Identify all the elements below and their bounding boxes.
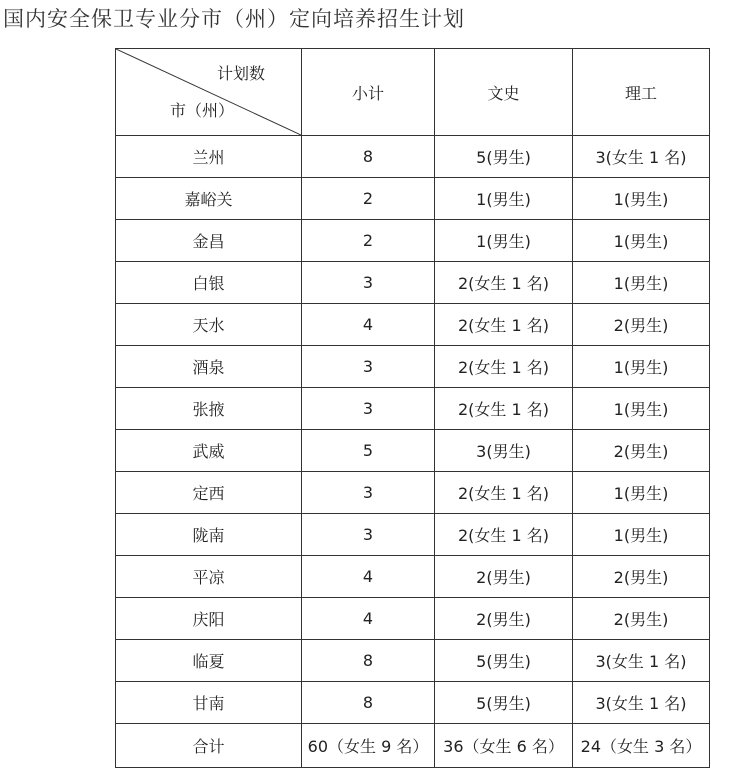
city-header: 市（州）	[170, 101, 235, 120]
arts-cell: 3(男生)	[435, 430, 573, 472]
city-cell: 酒泉	[116, 346, 302, 388]
subtotal-cell: 2	[302, 220, 435, 262]
arts-cell: 5(男生)	[435, 136, 573, 178]
table-row	[116, 514, 710, 556]
science-cell: 1(男生)	[573, 388, 710, 430]
subtotal-cell: 4	[302, 598, 435, 640]
city-cell: 张掖	[116, 388, 302, 430]
table-row	[116, 136, 710, 178]
subtotal-cell: 3	[302, 262, 435, 304]
science-cell: 2(男生)	[573, 304, 710, 346]
city-cell: 临夏	[116, 640, 302, 682]
subtotal-cell: 4	[302, 304, 435, 346]
city-cell: 白银	[116, 262, 302, 304]
table-row	[116, 388, 710, 430]
enrollment-plan-table	[115, 48, 710, 768]
arts-cell: 1(男生)	[435, 220, 573, 262]
science-cell: 3(女生 1 名)	[573, 136, 710, 178]
table-header-row	[116, 49, 710, 136]
arts-cell: 2(女生 1 名)	[435, 472, 573, 514]
arts-cell: 2(女生 1 名)	[435, 388, 573, 430]
table-row	[116, 556, 710, 598]
city-cell: 陇南	[116, 514, 302, 556]
science-cell: 3(女生 1 名)	[573, 640, 710, 682]
arts-cell: 1(男生)	[435, 178, 573, 220]
subtotal-cell: 3	[302, 346, 435, 388]
city-cell: 平凉	[116, 556, 302, 598]
diagonal-divider	[116, 49, 301, 135]
city-cell: 天水	[116, 304, 302, 346]
table-row	[116, 262, 710, 304]
arts-cell: 5(男生)	[435, 682, 573, 724]
column-header-science: 理工	[573, 49, 710, 136]
table-row	[116, 304, 710, 346]
arts-cell: 2(男生)	[435, 556, 573, 598]
table-row	[116, 220, 710, 262]
subtotal-cell: 8	[302, 136, 435, 178]
arts-cell: 2(男生)	[435, 598, 573, 640]
total-arts-cell: 36（女生 6 名）	[435, 724, 573, 768]
city-cell: 嘉峪关	[116, 178, 302, 220]
column-header-arts: 文史	[435, 49, 573, 136]
arts-cell: 2(女生 1 名)	[435, 346, 573, 388]
subtotal-cell: 8	[302, 682, 435, 724]
page-title: 国内安全保卫专业分市（州）定向培养招生计划	[3, 7, 465, 31]
table-row	[116, 598, 710, 640]
science-cell: 1(男生)	[573, 220, 710, 262]
science-cell: 1(男生)	[573, 514, 710, 556]
science-cell: 2(男生)	[573, 598, 710, 640]
table-row	[116, 640, 710, 682]
table-row	[116, 430, 710, 472]
subtotal-cell: 8	[302, 640, 435, 682]
table-row	[116, 472, 710, 514]
science-cell: 2(男生)	[573, 430, 710, 472]
arts-cell: 2(女生 1 名)	[435, 514, 573, 556]
table-row	[116, 178, 710, 220]
column-header-subtotal: 小计	[302, 49, 435, 136]
subtotal-cell: 2	[302, 178, 435, 220]
science-cell: 2(男生)	[573, 556, 710, 598]
city-cell: 兰州	[116, 136, 302, 178]
subtotal-cell: 3	[302, 388, 435, 430]
subtotal-cell: 3	[302, 514, 435, 556]
total-label-cell: 合计	[116, 724, 302, 768]
diagonal-header-cell	[116, 49, 302, 136]
city-cell: 庆阳	[116, 598, 302, 640]
city-cell: 武威	[116, 430, 302, 472]
city-cell: 甘南	[116, 682, 302, 724]
science-cell: 1(男生)	[573, 178, 710, 220]
plan-count-header: 计划数	[216, 64, 265, 83]
science-cell: 1(男生)	[573, 262, 710, 304]
science-cell: 3(女生 1 名)	[573, 682, 710, 724]
arts-cell: 5(男生)	[435, 640, 573, 682]
science-cell: 1(男生)	[573, 346, 710, 388]
subtotal-cell: 5	[302, 430, 435, 472]
subtotal-cell: 4	[302, 556, 435, 598]
city-cell: 定西	[116, 472, 302, 514]
city-cell: 金昌	[116, 220, 302, 262]
total-subtotal-cell: 60（女生 9 名）	[302, 724, 435, 768]
total-science-cell: 24（女生 3 名）	[573, 724, 710, 768]
arts-cell: 2(女生 1 名)	[435, 304, 573, 346]
subtotal-cell: 3	[302, 472, 435, 514]
science-cell: 1(男生)	[573, 472, 710, 514]
total-row	[116, 724, 710, 768]
arts-cell: 2(女生 1 名)	[435, 262, 573, 304]
table-row	[116, 346, 710, 388]
table-row	[116, 682, 710, 724]
